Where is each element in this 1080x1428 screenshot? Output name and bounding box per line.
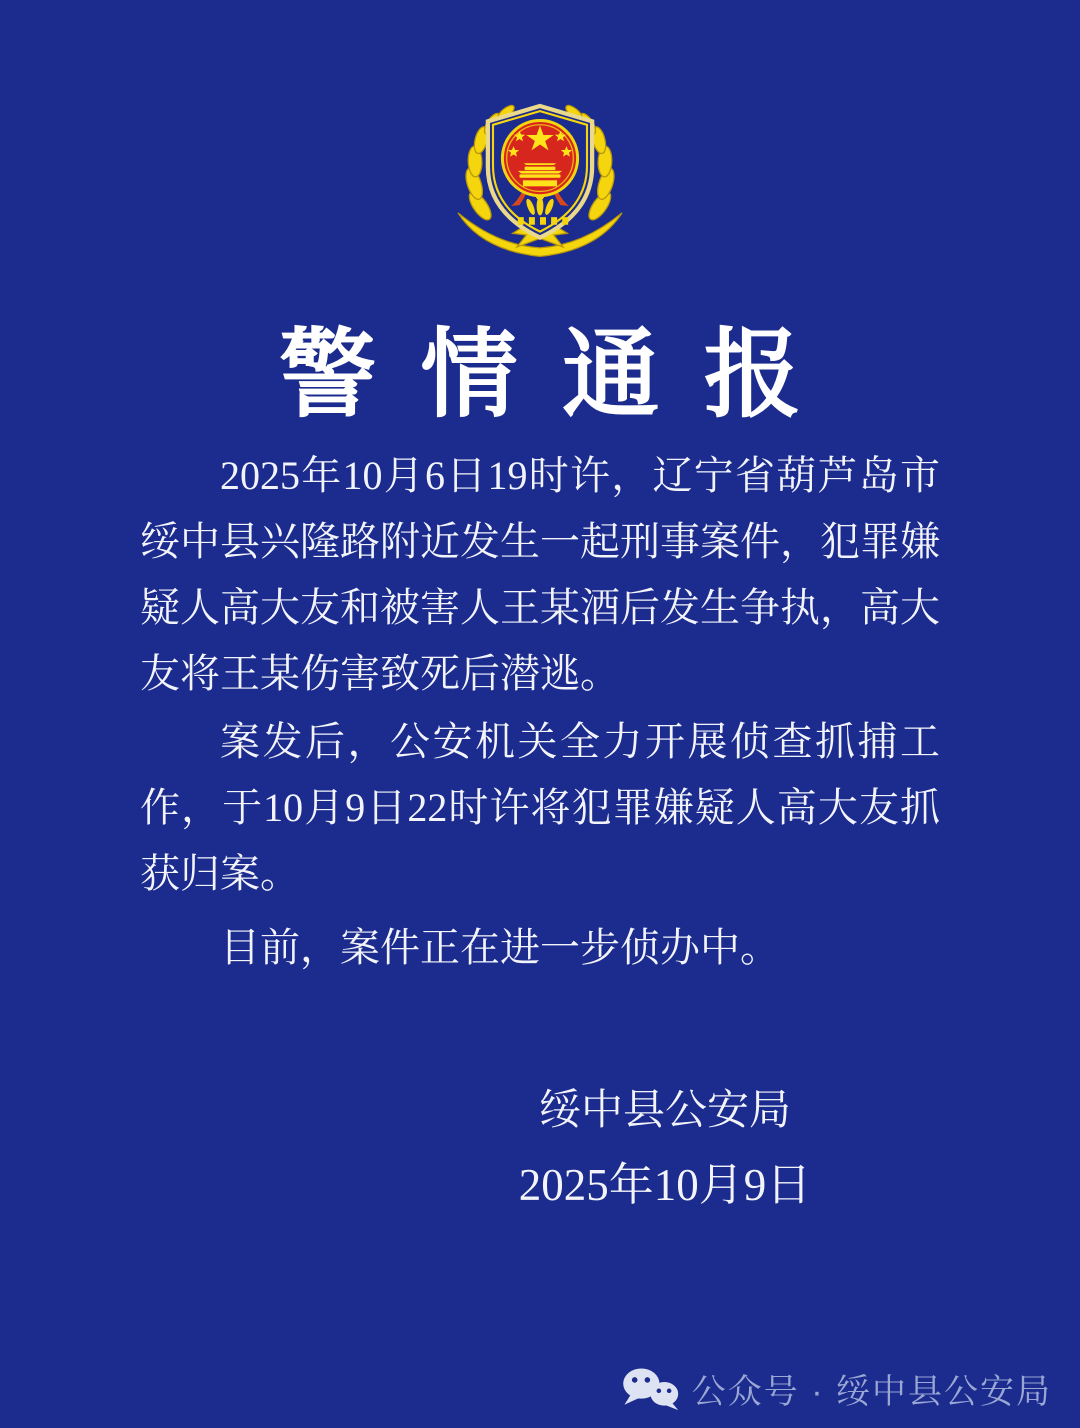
paragraph-1: 2025年10月6日19时许，辽宁省葫芦岛市绥中县兴隆路附近发生一起刑事案件，犯罪嫌疑人高大友和被害人王某酒后发生争执，高大友将王某伤害致死后潜逃。 — [140, 453, 940, 696]
police-badge-emblem — [446, 88, 634, 259]
paragraph-2: 案发后，公安机关全力开展侦查抓捕工作，于10月9日22时许将犯罪嫌疑人高大友抓获归案。 — [140, 719, 940, 896]
public-account-label: 公众号 · 绥中县公安局 — [691, 1373, 1052, 1411]
public-account-footer — [622, 1364, 1052, 1413]
police-badge-icon — [446, 88, 634, 259]
signature-block — [519, 1088, 812, 1210]
wechat-icon — [622, 1367, 680, 1411]
notice-title: 警情通报 — [279, 322, 846, 429]
notice-body — [140, 443, 940, 981]
signature-organization: 绥中县公安局 — [538, 1088, 792, 1134]
signature-date: 2025年10月9日 — [518, 1160, 812, 1210]
paragraph-3: 目前，案件正在进一步侦办中。 — [220, 925, 780, 970]
